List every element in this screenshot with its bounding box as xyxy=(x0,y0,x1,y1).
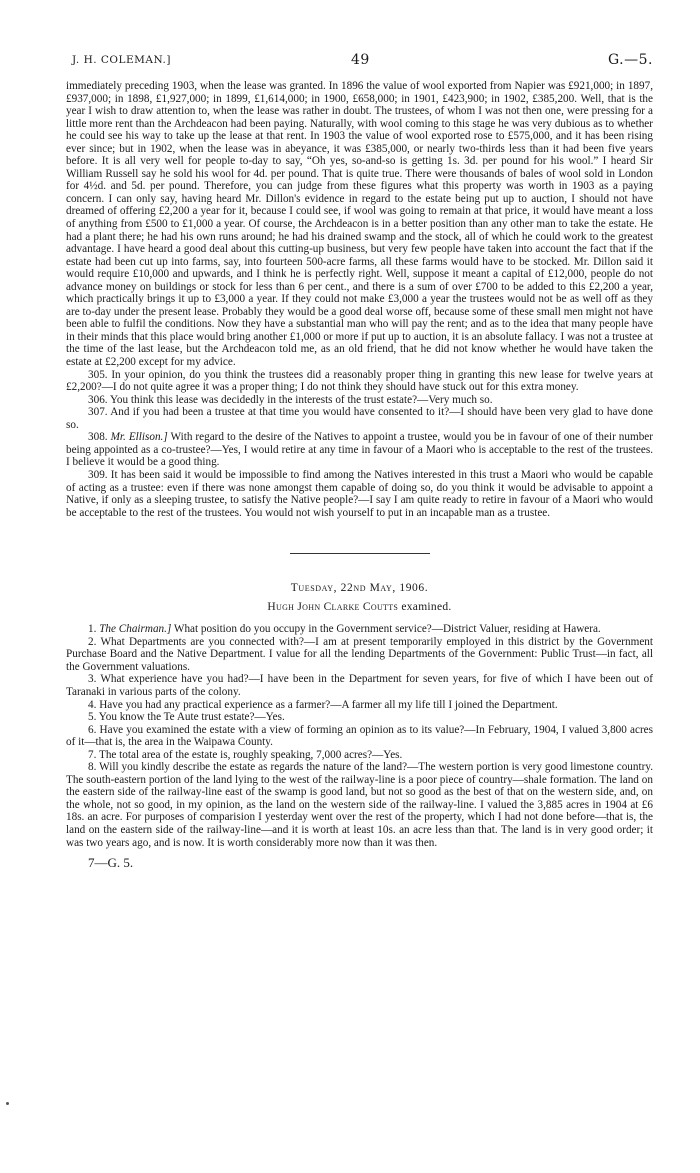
witness-name: Hugh John Clarke Coutts xyxy=(267,600,399,613)
paragraph: 5. You know the Te Aute trust estate?—Yes. xyxy=(88,711,285,724)
paragraph: 8. Will you kindly describe the estate as regards the nature of the land?—The western portion is very good limestone country. The south-eastern portion of the land lying to the west of the railway-line is a poor piece of country—shale formation. The land on the eastern side of the railway-line east of the swamp is good land, but not so good as the best of that on the western side, and, on the whole, not so good, in my opinion, as the land on the western side of the railway-line. I valued the 3,885 acres in 1904 at £6 18s. an acre. For purposes of comparision I yesterday went over the rest of the property, which I had not done before—that is, the land on the eastern side of the railway-line—and it is worth at least 10s. an acre less than that. The land is in very good order; it was two years ago, and is now. It is worth considerably more now than it was then. xyxy=(66,761,653,849)
paragraph: 305. In your opinion, do you think the trustees did a reasonably proper thing in granting this new lease for twelve years at £2,200?—I do not quite agree it was a proper thing; I do not think they should have stuck out for this extra money. xyxy=(66,368,653,394)
running-header xyxy=(66,52,653,72)
witness-suffix: examined. xyxy=(398,600,452,613)
paragraph: 306. You think this lease was decidedly in the interests of the trust estate?—Very much so. xyxy=(88,393,493,406)
paragraph: 309. It has been said it would be impossible to find among the Natives interested in this trust a Maori who would be capable of acting as a trustee: even if there was none amongst them capable of doing so, do you think it would be advisable to appoint a Native, if only as a sleeping trustee, to satisfy the Native people?—I say I am quite ready to retire in favour of a Maori who would be acceptable to the rest of the trustees. You would not wish yourself to put in an incapable man as a trustee. xyxy=(66,468,653,519)
question-number: 308. xyxy=(88,431,108,444)
paragraph: 4. Have you had any practical experience as a farmer?—A farmer all my life till I joined the Department. xyxy=(88,698,558,711)
margin-mark xyxy=(6,1102,9,1105)
paragraph: 2. What Departments are you connected with?—I am at present temporarily employed in this district by the Government Purchase Board and the Native Department. I value for all the lending Departments of the Government: Public Trust—in fact, all the Government valuations. xyxy=(66,635,653,673)
question-text: With regard to the desire of the Natives to appoint a trustee, would you be in favour of one of their number being appointed as a co-trustee?—Yes, I would retire at any time in favour of a Maori who is acceptable to the rest of the trustees. I believe it would be a good thing. xyxy=(66,431,653,469)
paper-reference: G.—5. xyxy=(608,52,653,68)
section-divider xyxy=(290,553,430,554)
speaker: The Chairman.] xyxy=(99,623,172,636)
paragraph: 7. The total area of the estate is, roughly speaking, 7,000 acres?—Yes. xyxy=(88,748,403,761)
page-number: 49 xyxy=(351,52,370,68)
header-witness: J. H. COLEMAN.] xyxy=(72,54,171,66)
document-page xyxy=(66,52,653,871)
signature-mark: 7—G. 5. xyxy=(88,855,134,871)
question-number: 1. xyxy=(88,623,97,636)
paragraph xyxy=(66,431,653,469)
speaker: Mr. Ellison.] xyxy=(110,431,168,444)
paragraph: 6. Have you examined the estate with a view of forming an opinion as to its value?—In February, 1904, I valued 3,800 acres of it—that is, the area in the Waipawa County. xyxy=(66,723,653,749)
session-date: Tuesday, 22nd May, 1906. xyxy=(290,582,429,595)
paragraph: immediately preceding 1903, when the lease was granted. In 1896 the value of wool exported from Napier was £921,000; in 1897, £937,000; in 1898, £1,927,000; in 1899, £1,614,000; in 1900, £658,000; in 1901, £423,900; in 1902, £385,200. Well, that is the year I wish to draw attention to, when the lease was rather in doubt. The trustees, of whom I was not then one, were pressing for a little more rent than the Archdeacon had been paying. Naturally, with wool coming to this stage he was very dubious as to whether he could see his way to take up the lease at that rent. In 1903 the value of wool exported rose to £575,000, and it has been rising ever since; but in 1902, when the lease was in abeyance, it was £385,000, or nearly two-thirds less than it had been five years before. It is all very well for people to-day to say, “Oh yes, so-and-so is getting 1s. 3d. per pound for his wool.” I heard Sir William Russell say he sold his wool for 4d. per pound. That is quite true. There were thousands of bales of wool sold in London for 4½d. and 5d. per pound. Therefore, you can judge from these figures what this property was worth in 1903 as a paying concern. I can only say, having heard Mr. Dillon's evidence in regard to the estate being put up to auction, I should not have dreamed of offering £2,200 a year for it, because I could see, if wool was going to remain at that price, it would have meant a loss of anything from £500 to £1,000 a year. Of course, the Archdeacon is in a better position than any other man to take the estate. He had a plant there; he had his own runs around; he had his drained swamp and the stock, all of which he could work to the greatest advantage. I have heard a good deal about this cutting-up business, but very few people have taken into account the fact that if the estate had been cut up into farms, say, into fourteen 500-acre farms, all these farms would have to be stocked. Mr. Dillon said it would require £10,000 and upwards, and I think he is perfectly right. Well, suppose it meant a capital of £12,000, people do not advance money on buildings or stock for less than 6 per cent., and there is a sum of over £700 to be added to this £2,200 a year, which practically brings it up to £3,000 a year. If they could not make £3,000 a year the trustees would not be as well off as they are to-day under the present lease. Probably they would be a good deal worse off, because some of these small men might not have been able to fulfil the conditions. Now they have a substantial man who will pay the rent; and as to the idea that many people have in their minds that this place would bring another £1,000 or more if put up to auction, it is an absolute fallacy. I was not a trustee at the time of the last lease, but the Archdeacon told me, as an old friend, that he did not know whether he would have taken the estate at £2,200 except for my advice. xyxy=(66,80,653,369)
document-body xyxy=(66,80,653,849)
paragraph: 307. And if you had been a trustee at that time you would have consented to it?—I should have been very glad to have done so. xyxy=(66,406,653,431)
witness-heading xyxy=(66,601,653,614)
paragraph xyxy=(66,623,653,636)
question-text: What position do you occupy in the Government service?—District Valuer, residing at Hawera. xyxy=(171,623,601,636)
paragraph: 3. What experience have you had?—I have been in the Department for seven years, for five of which I have been out of Taranaki in various parts of the colony. xyxy=(66,673,653,698)
